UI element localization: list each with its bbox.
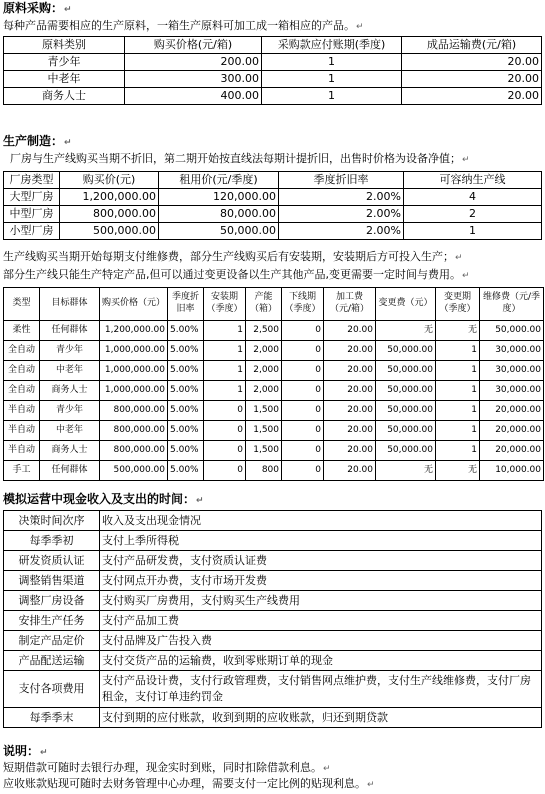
- table-cell: 商务人士: [40, 441, 100, 461]
- paragraph-mark-icon: ↵: [64, 138, 72, 148]
- table-cell: 1: [262, 54, 402, 71]
- table-cell: 5.00%: [168, 421, 204, 441]
- table-header-row: [4, 172, 542, 189]
- table-row: [4, 321, 544, 341]
- table-header-cell: 安装期（季度）: [204, 288, 246, 321]
- table-header-cell: 租用价(元/季度): [159, 172, 279, 189]
- table-cell: 2,000: [246, 381, 282, 401]
- table-row: [4, 88, 542, 105]
- table-cell: 调整销售渠道: [4, 571, 100, 591]
- table-cell: 青少年: [40, 341, 100, 361]
- table-header-cell: 季度折旧率: [279, 172, 404, 189]
- table-cell: 0: [282, 381, 324, 401]
- table-cell: 20.00: [324, 421, 376, 441]
- table-cell: 200.00: [125, 54, 262, 71]
- table-row: [4, 223, 542, 240]
- table-row: [4, 531, 542, 551]
- table-row: [4, 441, 544, 461]
- table-cell: 1: [436, 341, 480, 361]
- table-cell: 800: [246, 461, 282, 481]
- table-cell: 20.00: [324, 381, 376, 401]
- table-cell: 20.00: [402, 54, 542, 71]
- table-cell: 青少年: [40, 401, 100, 421]
- table-row: [4, 206, 542, 223]
- table-cell: 安排生产任务: [4, 611, 100, 631]
- table-cell: 5.00%: [168, 401, 204, 421]
- table-cell: 5.00%: [168, 381, 204, 401]
- table-row: [4, 708, 542, 728]
- production-lines-table: [3, 287, 544, 481]
- table-cell: 50,000.00: [480, 321, 544, 341]
- table-cell: 1: [404, 223, 542, 240]
- table-cell: 全自动: [4, 341, 40, 361]
- table-cell: 1,000,000.00: [100, 341, 168, 361]
- table-cell: 1,200,000.00: [60, 189, 159, 206]
- table-header-cell: 厂房类型: [4, 172, 60, 189]
- table-header-row: [4, 37, 542, 54]
- table-cell: 商务人士: [40, 381, 100, 401]
- table-cell: 20.00: [324, 361, 376, 381]
- table-cell: 任何群体: [40, 461, 100, 481]
- cash-timing-table: [3, 510, 542, 728]
- table-row: [4, 361, 544, 381]
- table-cell: 50,000.00: [376, 441, 436, 461]
- table-cell: 中老年: [40, 361, 100, 381]
- table-cell: 1: [436, 401, 480, 421]
- table-cell: 1: [262, 88, 402, 105]
- table-cell: 50,000.00: [376, 401, 436, 421]
- notes-line-2: 应收账款贴现可随时去财务管理中心办理，需要支付一定比例的贴现利息。↵: [3, 777, 375, 790]
- table-cell: 800,000.00: [60, 206, 159, 223]
- table-cell: 50,000.00: [376, 361, 436, 381]
- table-cell: 20,000.00: [480, 421, 544, 441]
- table-cell: 0: [282, 401, 324, 421]
- table-cell: 5.00%: [168, 361, 204, 381]
- table-row: [4, 651, 542, 671]
- table-cell: 1,000,000.00: [100, 381, 168, 401]
- table-cell: 小型厂房: [4, 223, 60, 240]
- table-cell: 支付产品研发费，支付资质认证费: [100, 551, 542, 571]
- table-cell: 20,000.00: [480, 401, 544, 421]
- table-cell: 中老年: [40, 421, 100, 441]
- materials-intro: 每种产品需要相应的生产原料，一箱生产原料可加工成一箱相应的产品。↵: [3, 19, 364, 32]
- table-cell: 半自动: [4, 421, 40, 441]
- table-cell: 1: [436, 421, 480, 441]
- table-row: [4, 551, 542, 571]
- table-header-cell: 决策时间次序: [4, 511, 100, 531]
- notes-line-1: 短期借款可随时去银行办理，现金实时到账，同时扣除借款利息。↵: [3, 761, 331, 774]
- paragraph-mark-icon: ↵: [462, 155, 470, 165]
- table-cell: 1: [204, 381, 246, 401]
- table-header-cell: 维修费（元/季度）: [480, 288, 544, 321]
- table-cell: 20.00: [324, 321, 376, 341]
- table-cell: 2.00%: [279, 206, 404, 223]
- paragraph-mark-icon: ↵: [356, 22, 364, 32]
- table-header-row: [4, 511, 542, 531]
- table-cell: 支付品牌及广告投入费: [100, 631, 542, 651]
- table-cell: 50,000.00: [159, 223, 279, 240]
- table-cell: 800,000.00: [100, 441, 168, 461]
- table-cell: 0: [282, 341, 324, 361]
- paragraph-mark-icon: ↵: [462, 271, 470, 281]
- table-cell: 2.00%: [279, 189, 404, 206]
- paragraph-mark-icon: ↵: [64, 5, 72, 15]
- table-cell: 0: [204, 461, 246, 481]
- table-cell: 10,000.00: [480, 461, 544, 481]
- table-cell: 支付产品设计费，支付行政管理费，支付销售网点维护费，支付生产线维修费，支付厂房租金，支付订单违约罚金: [100, 671, 542, 708]
- table-cell: 商务人士: [4, 88, 125, 105]
- table-cell: 800,000.00: [100, 421, 168, 441]
- table-cell: 支付各项费用: [4, 671, 100, 708]
- table-cell: 支付网点开办费，支付市场开发费: [100, 571, 542, 591]
- table-cell: 50,000.00: [376, 341, 436, 361]
- table-row: [4, 671, 542, 708]
- table-cell: 1: [436, 381, 480, 401]
- production-heading: 生产制造：↵: [3, 134, 72, 148]
- paragraph-mark-icon: ↵: [323, 764, 331, 774]
- table-cell: 每季季末: [4, 708, 100, 728]
- table-cell: 半自动: [4, 401, 40, 421]
- table-cell: 2,000: [246, 341, 282, 361]
- table-cell: 30,000.00: [480, 341, 544, 361]
- table-cell: 1: [204, 341, 246, 361]
- paragraph-mark-icon: ↵: [367, 780, 375, 790]
- materials-heading: 原料采购：↵: [3, 1, 72, 15]
- table-cell: 120,000.00: [159, 189, 279, 206]
- table-row: [4, 591, 542, 611]
- table-cell: 1: [204, 321, 246, 341]
- table-cell: 无: [376, 321, 436, 341]
- table-cell: 无: [436, 461, 480, 481]
- table-header-cell: 收入及支出现金情况: [100, 511, 542, 531]
- table-cell: 每季季初: [4, 531, 100, 551]
- table-header-cell: 购买价(元): [60, 172, 159, 189]
- table-header-cell: 加工费（元/箱）: [324, 288, 376, 321]
- table-header-cell: 成品运输费(元/箱): [402, 37, 542, 54]
- table-cell: 5.00%: [168, 461, 204, 481]
- table-cell: 2,000: [246, 361, 282, 381]
- table-cell: 5.00%: [168, 321, 204, 341]
- table-row: [4, 461, 544, 481]
- table-cell: 30,000.00: [480, 361, 544, 381]
- table-row: [4, 189, 542, 206]
- table-header-cell: 季度折旧率: [168, 288, 204, 321]
- table-cell: 20,000.00: [480, 441, 544, 461]
- table-header-cell: 购买价格(元/箱): [125, 37, 262, 54]
- table-cell: 手工: [4, 461, 40, 481]
- table-cell: 支付到期的应付账款，收到到期的应收账款，归还到期贷款: [100, 708, 542, 728]
- table-cell: 2.00%: [279, 223, 404, 240]
- table-row: [4, 381, 544, 401]
- table-cell: 50,000.00: [376, 381, 436, 401]
- production-intro: 厂房与生产线购买当期不折旧，第二期开始按直线法每期计提折旧，出售时价格为设备净值；↵: [10, 152, 470, 165]
- table-header-cell: 目标群体: [40, 288, 100, 321]
- table-cell: 支付购买厂房费用，支付购买生产线费用: [100, 591, 542, 611]
- table-cell: 20.00: [324, 461, 376, 481]
- table-cell: 20.00: [402, 88, 542, 105]
- table-cell: 半自动: [4, 441, 40, 461]
- table-cell: 中型厂房: [4, 206, 60, 223]
- table-cell: 支付上季所得税: [100, 531, 542, 551]
- table-cell: 50,000.00: [376, 421, 436, 441]
- table-cell: 4: [404, 189, 542, 206]
- table-cell: 0: [204, 421, 246, 441]
- table-row: [4, 631, 542, 651]
- table-cell: 1: [436, 361, 480, 381]
- table-header-cell: 下线期（季度）: [282, 288, 324, 321]
- factory-table: [3, 171, 542, 240]
- table-cell: 调整厂房设备: [4, 591, 100, 611]
- table-cell: 0: [282, 441, 324, 461]
- table-cell: 0: [282, 421, 324, 441]
- table-cell: 0: [282, 461, 324, 481]
- table-cell: 1: [262, 71, 402, 88]
- materials-table: [3, 36, 542, 105]
- table-cell: 20.00: [324, 401, 376, 421]
- table-row: [4, 401, 544, 421]
- table-cell: 1: [204, 361, 246, 381]
- table-cell: 1,500: [246, 401, 282, 421]
- table-header-cell: 购买价格（元）: [100, 288, 168, 321]
- table-cell: 800,000.00: [100, 401, 168, 421]
- table-header-cell: 类型: [4, 288, 40, 321]
- table-cell: 支付交货产品的运输费，收到零账期订单的现金: [100, 651, 542, 671]
- table-cell: 1,200,000.00: [100, 321, 168, 341]
- table-cell: 2,500: [246, 321, 282, 341]
- table-row: [4, 571, 542, 591]
- table-cell: 500,000.00: [100, 461, 168, 481]
- table-cell: 20.00: [324, 441, 376, 461]
- table-header-cell: 变更期（季度）: [436, 288, 480, 321]
- paragraph-mark-icon: ↵: [40, 748, 48, 758]
- table-cell: 制定产品定价: [4, 631, 100, 651]
- table-cell: 全自动: [4, 381, 40, 401]
- table-cell: 5.00%: [168, 341, 204, 361]
- table-cell: 产品配送运输: [4, 651, 100, 671]
- table-row: [4, 421, 544, 441]
- table-row: [4, 341, 544, 361]
- notes-heading: 说明：↵: [3, 744, 48, 758]
- table-cell: 研发资质认证: [4, 551, 100, 571]
- table-cell: 0: [204, 441, 246, 461]
- production-note-1: 生产线购买当期开始每期支付维修费，部分生产线购买后有安装期，安装期后方可投入生产；↵: [3, 250, 463, 263]
- table-header-cell: 可容纳生产线: [404, 172, 542, 189]
- table-header-cell: 变更费（元）: [376, 288, 436, 321]
- table-cell: 青少年: [4, 54, 125, 71]
- table-cell: 中老年: [4, 71, 125, 88]
- table-row: [4, 71, 542, 88]
- table-cell: 30,000.00: [480, 381, 544, 401]
- table-cell: 1,500: [246, 441, 282, 461]
- table-cell: 1: [436, 441, 480, 461]
- table-row: [4, 611, 542, 631]
- table-cell: 20.00: [324, 341, 376, 361]
- table-cell: 任何群体: [40, 321, 100, 341]
- table-cell: 500,000.00: [60, 223, 159, 240]
- production-note-2: 部分生产线只能生产特定产品,但可以通过变更设备以生产其他产品,变更需要一定时间与费用。↵: [3, 268, 470, 281]
- table-cell: 全自动: [4, 361, 40, 381]
- table-cell: 400.00: [125, 88, 262, 105]
- table-cell: 大型厂房: [4, 189, 60, 206]
- table-cell: 无: [436, 321, 480, 341]
- table-cell: 1,000,000.00: [100, 361, 168, 381]
- table-cell: 0: [204, 401, 246, 421]
- table-cell: 2: [404, 206, 542, 223]
- table-cell: 20.00: [402, 71, 542, 88]
- table-cell: 0: [282, 321, 324, 341]
- cash-heading: 模拟运营中现金收入及支出的时间：↵: [3, 492, 204, 506]
- table-row: [4, 54, 542, 71]
- table-cell: 80,000.00: [159, 206, 279, 223]
- table-cell: 无: [376, 461, 436, 481]
- table-cell: 5.00%: [168, 441, 204, 461]
- table-header-cell: 采购款应付账期(季度): [262, 37, 402, 54]
- table-cell: 300.00: [125, 71, 262, 88]
- paragraph-mark-icon: ↵: [455, 253, 463, 263]
- table-header-row: [4, 288, 544, 321]
- table-cell: 1,500: [246, 421, 282, 441]
- table-cell: 支付产品加工费: [100, 611, 542, 631]
- table-header-cell: 原料类别: [4, 37, 125, 54]
- table-cell: 柔性: [4, 321, 40, 341]
- table-cell: 0: [282, 361, 324, 381]
- paragraph-mark-icon: ↵: [196, 496, 204, 506]
- table-header-cell: 产能（箱）: [246, 288, 282, 321]
